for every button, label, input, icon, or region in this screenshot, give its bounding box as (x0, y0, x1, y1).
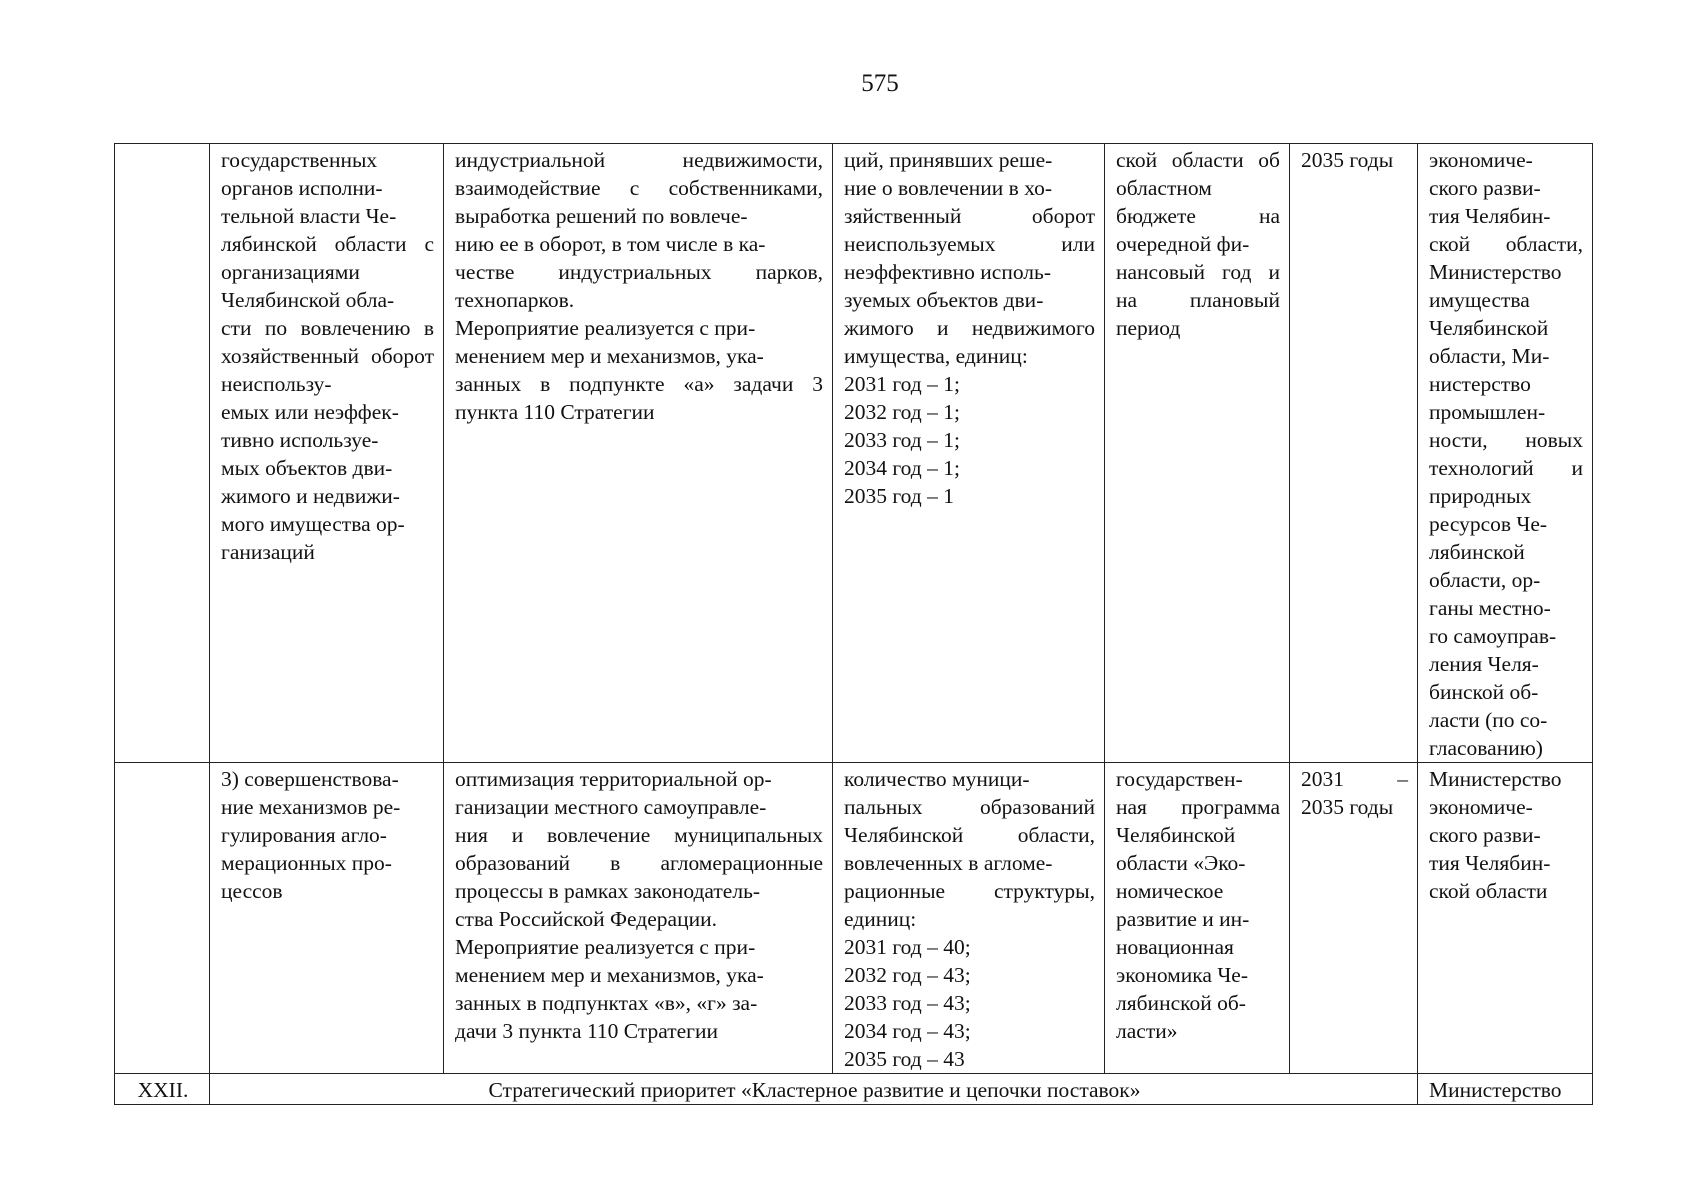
section-header-row (115, 1074, 1593, 1105)
page-number: 575 (861, 70, 899, 97)
row-number-cell (115, 144, 210, 763)
period-text: 2035 годы (1301, 148, 1394, 172)
task-cell (210, 144, 444, 763)
measure-cell (444, 144, 833, 763)
measure-cell (444, 763, 833, 1074)
strategy-table (114, 143, 1593, 1105)
indicator-text: ций, принявших реше- ние о вовлечении в хо- зяйственный оборот неиспользуемых или неэффективно исполь- зуемых объектов дви- жимого и недвижимого имущества, единиц: 2031 год – 1; 2032 год – 1; 2033 год – 1; 2034 год – 1; 2035 год – 1 (844, 148, 1095, 508)
funding-source-cell (1105, 144, 1290, 763)
task-cell (210, 763, 444, 1074)
indicator-cell (833, 763, 1105, 1074)
section-title: Стратегический приоритет «Кластерное развитие и цепочки поставок» (210, 1074, 1418, 1105)
period-cell (1290, 144, 1418, 763)
table-row (115, 144, 1593, 763)
responsible-cell (1418, 144, 1593, 763)
row-number-cell (115, 763, 210, 1074)
funding-source-text: государствен- ная программа Челябинской области «Эко- номическое развитие и ин- новационная экономика Че- лябинской об- ласти» (1116, 767, 1280, 1043)
measure-text: оптимизация территориальной ор- ганизации местного самоуправле- ния и вовлечение муниципальных образований в агломерационные процессы в рамках законодатель- ства Российской Федерации. Мероприятие реализуется с при- менением мер и механизмов, ука- занных в подпунктах «в», «г» за- дачи 3 пункта 110 Стратегии (455, 767, 823, 1043)
funding-source-text: ской области об областном бюджете на очередной фи- нансовый год и на плановый период (1116, 148, 1280, 340)
section-number: XXII. (115, 1074, 210, 1105)
task-text: 3) совершенствова- ние механизмов ре- гулирования агло- мерационных про- цессов (221, 767, 401, 903)
measure-text: индустриальной недвижимости, взаимодействие с собственниками, выработка решений по вовлече- нию ее в оборот, в том числе в ка- честве индустриальных парков, технопарков. Мероприятие реализуется с при- менением мер и механизмов, ука- занных в подпункте «а» задачи 3 пункта 110 Стратегии (455, 148, 823, 424)
responsible-cell (1418, 763, 1593, 1074)
section-responsible: Министерство (1418, 1074, 1593, 1105)
period-text: 2031 – 2035 годы (1301, 767, 1408, 819)
task-text: государственных органов исполни- тельной власти Че- лябинской области с организациями Челябинской обла- сти по вовлечению в хозяйственный оборот неиспользу- емых или неэффек- тивно используе- мых объектов дви- жимого и недвижи- мого имущества ор- ганизаций (221, 148, 434, 564)
responsible-text: Министерство экономиче- ского разви- тия Челябин- ской области (1429, 767, 1562, 903)
indicator-text: количество муници- пальных образований Челябинской области, вовлеченных в агломе- рационные структуры, единиц: 2031 год – 40; 2032 год – 43; 2033 год – 43; 2034 год – 43; 2035 год – 43 (844, 767, 1095, 1071)
indicator-cell (833, 144, 1105, 763)
responsible-text: экономиче- ского разви- тия Челябин- ской области, Министерство имущества Челябинской области, Ми- нистерство промышлен- ности, новых технологий и природных ресурсов Че- лябинской области, ор- ганы местно- го самоуправ- ления Челя- бинской об- ласти (по со- гласованию) (1429, 148, 1583, 760)
period-cell (1290, 763, 1418, 1074)
funding-source-cell (1105, 763, 1290, 1074)
table-row (115, 763, 1593, 1074)
